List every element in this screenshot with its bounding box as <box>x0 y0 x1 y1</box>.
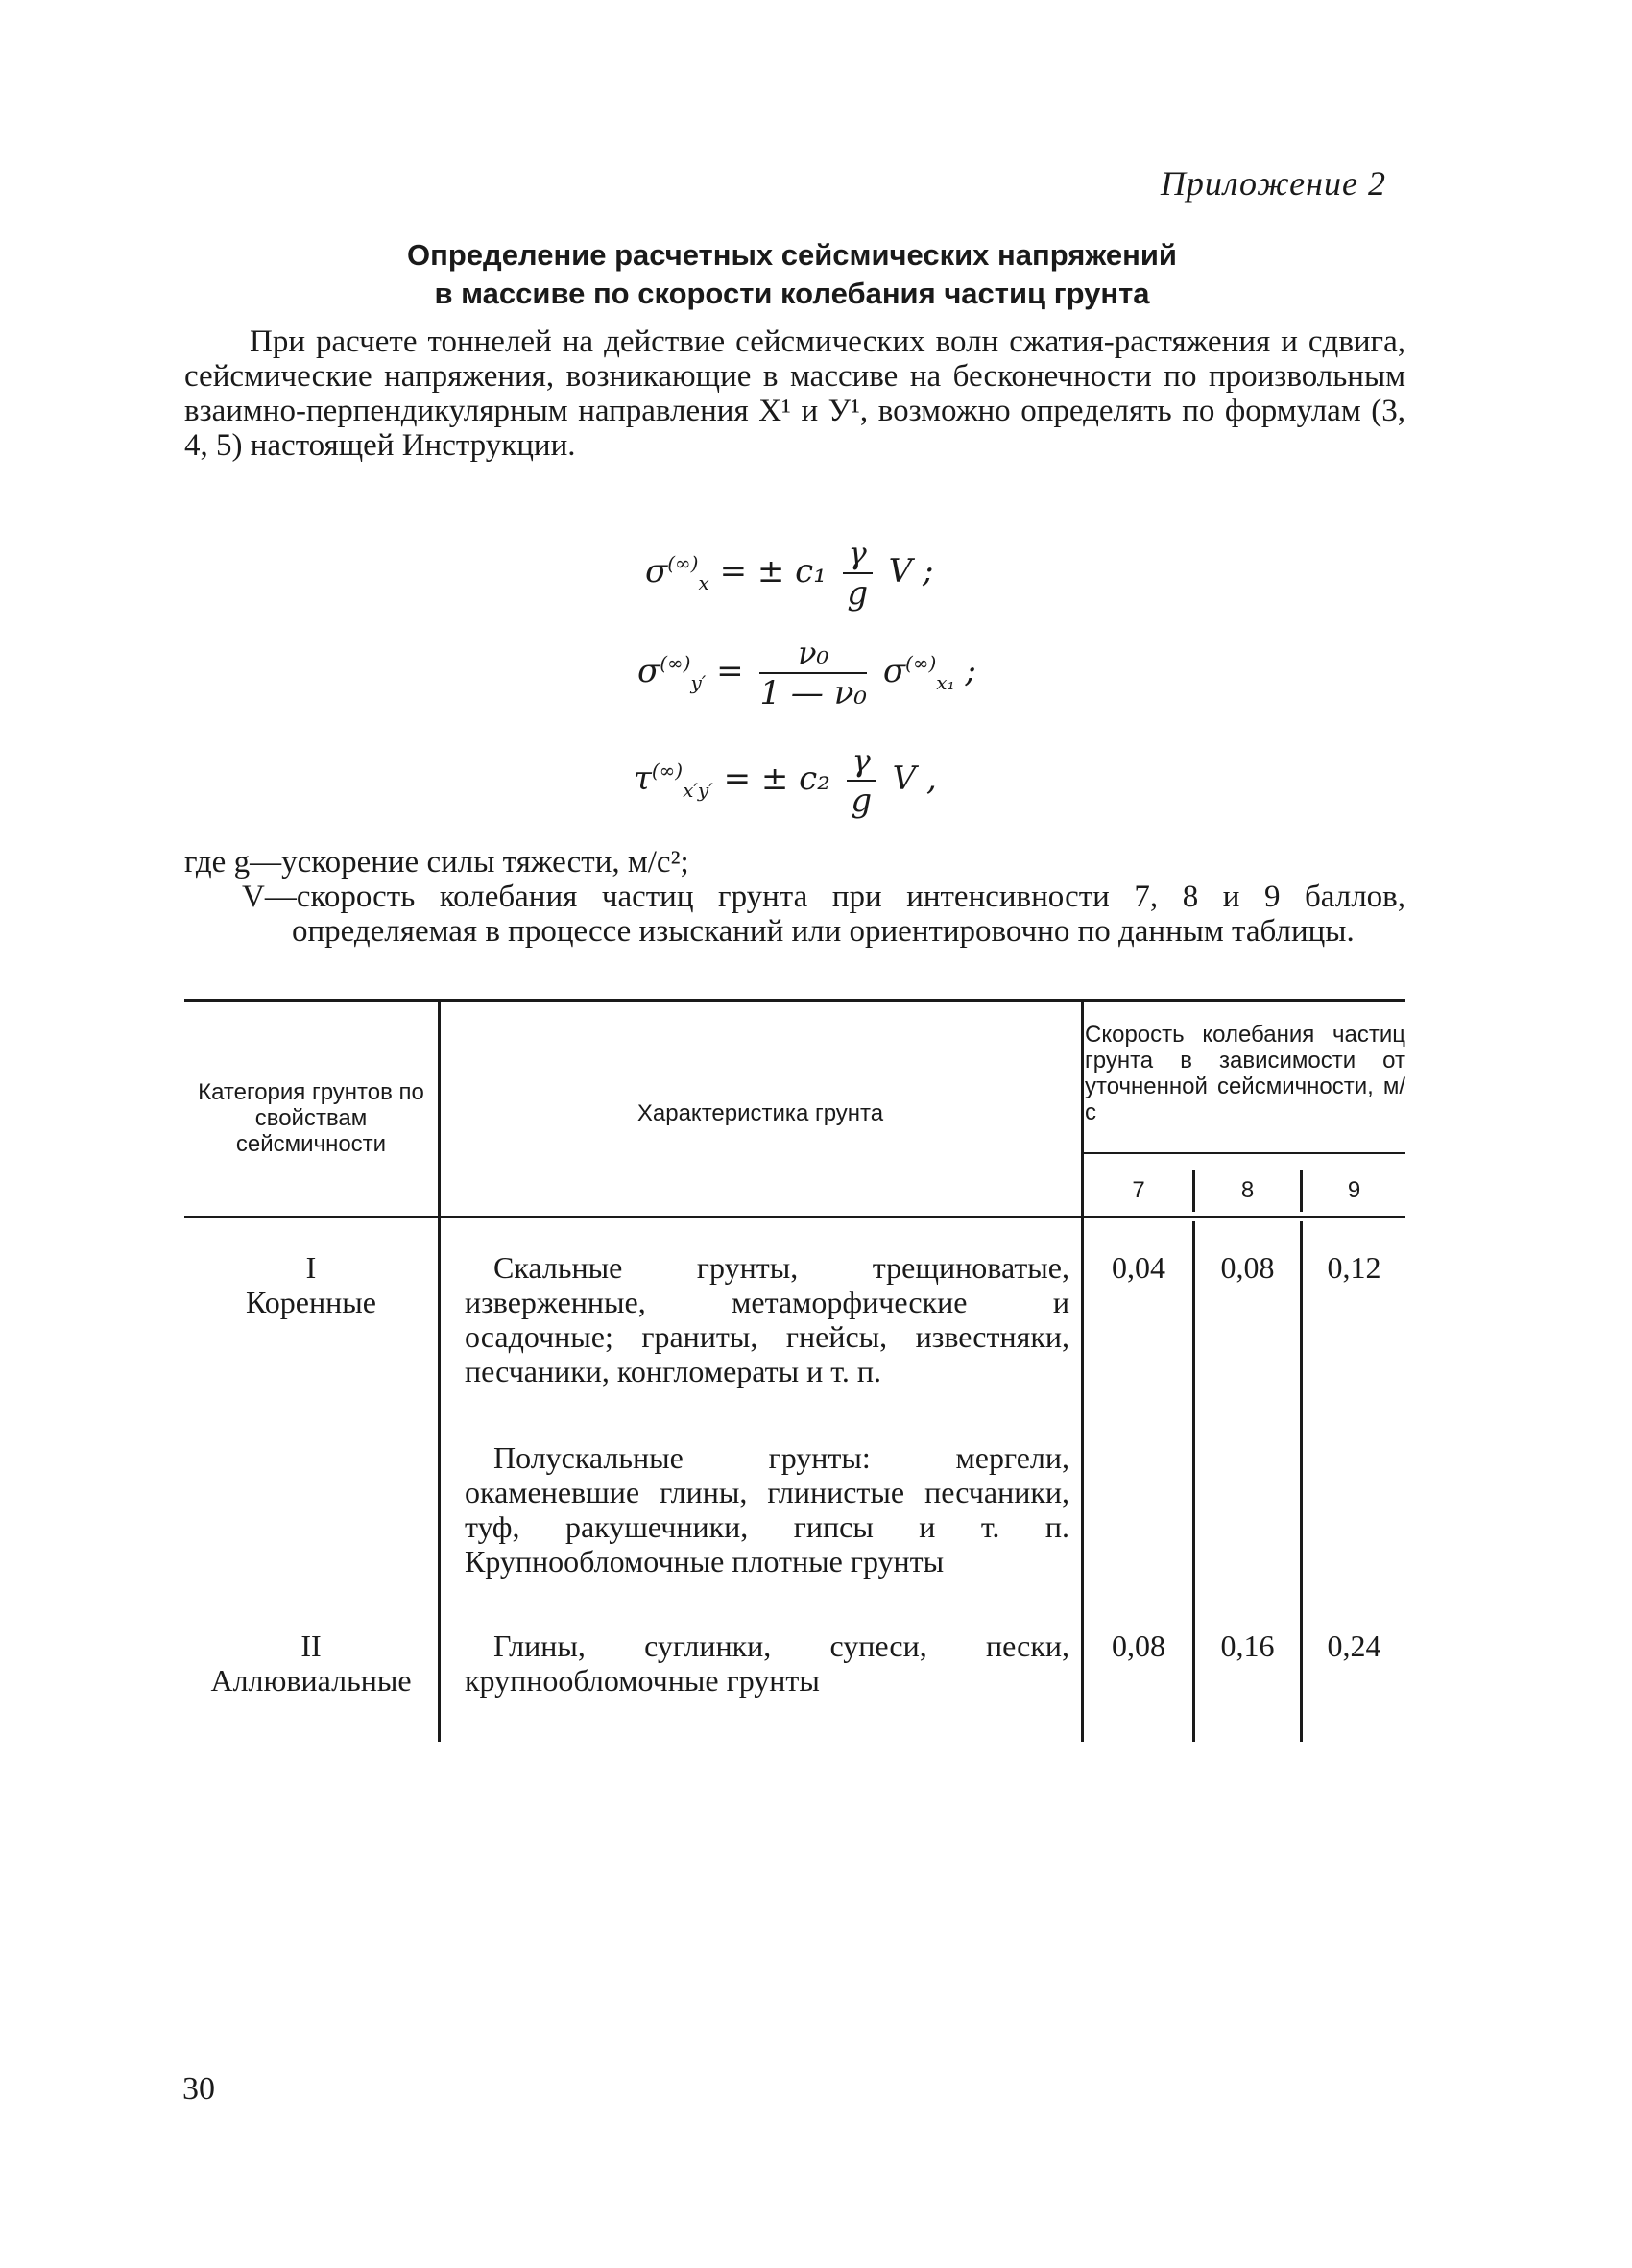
table-row-1-category <box>188 1250 434 1319</box>
table-divider-col1 <box>438 1002 441 1742</box>
intro-text: При расчете тоннелей на действие сейсмических волн сжатия-растяжения и сдвига, сейсмические напряжения, возникающие в массиве на бесконечности по произвольным взаимно-перпендикулярным направления X¹ и У¹, возможно определять по формулам (3, 4, 5) настоящей Инструкции. <box>184 325 1405 463</box>
title-line-1: Определение расчетных сейсмических напряжений <box>407 238 1177 272</box>
formula-3-fraction <box>847 741 876 820</box>
header-intensity-8: 8 <box>1240 1177 1255 1203</box>
formula-2-denominator: 1 — ν₀ <box>759 674 867 712</box>
formula-3-tail: V , <box>892 760 937 798</box>
table-divider-8-9 <box>1300 1221 1303 1742</box>
title-line-2: в массиве по скорости колебания частиц грунта <box>434 277 1150 310</box>
formula-1-tail: V ; <box>888 552 934 591</box>
table-divider-col2 <box>1081 1002 1084 1742</box>
formula-1-coef: = ± c₁ <box>719 552 827 591</box>
header-intensity-9: 9 <box>1347 1177 1361 1203</box>
table-row-2-v8: 0,16 <box>1220 1629 1275 1663</box>
formula-3-coef: = ± c₂ <box>723 760 830 798</box>
header-intensity-7: 7 <box>1132 1177 1145 1203</box>
table-row-1-characteristic-1: Скальные грунты, трещиноватые, изверженные, метаморфические и осадочные; граниты, гнейсы, известняки, песчаники, конгломераты и т. п. <box>465 1250 1069 1388</box>
header-category: Категория грунтов по свойствам сейсмичности <box>198 1079 424 1157</box>
table-subheader-rule <box>1084 1152 1405 1154</box>
formula-3-sub: x′y′ <box>683 778 713 802</box>
legend-g: где g—ускорение силы тяжести, м/с²; <box>184 845 689 880</box>
formula-2-equals: = <box>716 652 744 690</box>
formula-1-denominator: g <box>847 574 869 613</box>
page-number: 30 <box>182 2071 215 2107</box>
formula-2-end: ; <box>965 652 976 690</box>
formula-2-fraction <box>759 634 867 712</box>
formula-2-numerator: ν₀ <box>759 634 867 674</box>
formula-2-tail-sub: x₁ <box>936 670 955 694</box>
header-speed: Скорость колебания частиц грунта в зависимости от уточненной сейсмичности, м/с <box>1085 1022 1405 1125</box>
legend-v: V—скорость колебания частиц грунта при интенсивности 7, 8 и 9 баллов, определяемая в процессе изысканий или ориентировочно по данным таблицы. <box>242 880 1405 949</box>
formula-1-sub: x <box>698 570 709 594</box>
formula-3-numerator: γ <box>847 741 876 782</box>
table-divider-7-8 <box>1192 1221 1195 1742</box>
formula-legend <box>184 845 1405 949</box>
table-header-rule <box>184 1216 1405 1218</box>
table-row-2-v9: 0,24 <box>1327 1629 1381 1663</box>
formula-3-sup: (∞) <box>651 759 684 783</box>
category-name: Коренные <box>246 1285 376 1319</box>
table-row-1-v8: 0,08 <box>1220 1250 1275 1285</box>
category-number: I <box>305 1250 317 1285</box>
table-row-2-category <box>188 1629 434 1698</box>
table-row-1-v7: 0,04 <box>1112 1250 1165 1285</box>
appendix-label: Приложение 2 <box>1160 164 1386 203</box>
header-characteristic: Характеристика грунта <box>636 1100 884 1126</box>
intro-paragraph <box>184 325 1405 463</box>
category-number: II <box>300 1629 322 1663</box>
table-row-2-characteristic: Глины, суглинки, супеси, пески, крупнообломочные грунты <box>465 1629 1069 1698</box>
formula-1-fraction <box>843 534 873 613</box>
table-row-2-v7: 0,08 <box>1112 1629 1165 1663</box>
page-title <box>182 236 1402 313</box>
formula-2-symbol: σ <box>637 652 660 690</box>
formula-2-sup: (∞) <box>660 651 691 675</box>
formula-sigma-x <box>645 534 933 613</box>
formula-2-tail-symbol: σ <box>882 652 906 690</box>
formula-sigma-y <box>637 634 976 712</box>
formula-2-tail-sup: (∞) <box>905 651 937 675</box>
formula-3-symbol: τ <box>634 760 652 798</box>
formula-tau-xy <box>634 741 937 820</box>
formula-2-sub: y′ <box>690 670 707 694</box>
table-row-1-characteristic-2: Полускальные грунты: мергели, окаменевшие глины, глинистые песчаники, туф, ракушечники, гипсы и т. п. Крупнообломочные плотные грунты <box>465 1440 1069 1579</box>
category-name: Аллювиальные <box>210 1663 412 1698</box>
table-row-1-v9: 0,12 <box>1327 1250 1381 1285</box>
table-top-rule <box>184 999 1405 1002</box>
formula-1-numerator: γ <box>843 534 873 574</box>
formula-3-denominator: g <box>851 782 873 820</box>
formula-1-sup: (∞) <box>667 551 699 575</box>
formula-1-symbol: σ <box>645 552 668 591</box>
